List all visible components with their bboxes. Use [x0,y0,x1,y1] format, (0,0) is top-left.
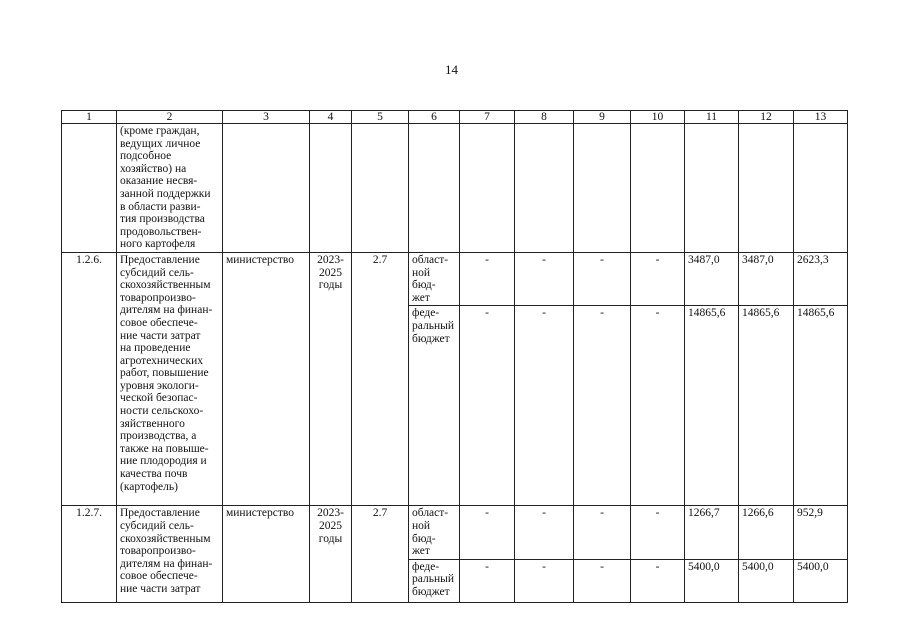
value-cell: - [631,559,685,602]
value-cell: - [574,506,631,559]
indicator-code: 2.7 [352,252,409,505]
value-cell: - [460,306,515,506]
column-header: 6 [409,111,460,124]
value-cell: 14865,6 [739,306,794,506]
column-header: 4 [310,111,352,124]
row-number: 1.2.7. [62,506,117,602]
column-header: 2 [117,111,223,124]
value-cell: - [515,506,574,559]
measures-table [61,110,848,603]
indicator-code: 2.7 [352,506,409,602]
value-cell: 5400,0 [794,559,848,602]
value-cell: - [515,252,574,305]
value-cell: - [574,559,631,602]
value-cell: 2623,3 [794,252,848,305]
funding-source: област- ной бюд- жет [409,252,460,305]
executor: министерство [223,252,310,505]
table-row-1-2-7 [62,506,848,559]
funding-source: феде- ральный бюджет [409,306,460,506]
value-cell: - [460,559,515,602]
value-cell: 1266,7 [685,506,739,559]
value-cell: - [574,306,631,506]
value-cell: - [631,306,685,506]
page-number: 14 [445,62,458,77]
value-cell: - [574,252,631,305]
funding-source: феде- ральный бюджет [409,559,460,602]
column-header: 9 [574,111,631,124]
column-header: 3 [223,111,310,124]
funding-source: област- ной бюд- жет [409,506,460,559]
value-cell: - [460,252,515,305]
value-cell: - [515,306,574,506]
value-cell: 14865,6 [685,306,739,506]
value-cell: - [460,506,515,559]
executor: министерство [223,506,310,602]
value-cell: 1266,6 [739,506,794,559]
continuation-text: (кроме граждан, ведущих личное подсобное хозяйство) на оказание несвя- занной поддержки в области разви- тия производства продовольствен- ного картофеля [117,124,223,253]
column-header: 13 [794,111,848,124]
row-number: 1.2.6. [62,252,117,505]
value-cell: - [631,506,685,559]
column-header: 7 [460,111,515,124]
value-cell: - [515,559,574,602]
column-header: 12 [739,111,794,124]
value-cell: 3487,0 [739,252,794,305]
continuation-row [62,124,848,253]
column-header: 5 [352,111,409,124]
column-header: 11 [685,111,739,124]
value-cell: - [631,252,685,305]
table-row-1-2-6 [62,252,848,305]
measure-name: Предоставление субсидий сель- скохозяйственным товаропроизво- дителям на финан- совое обеспече- ние части затрат [117,506,223,602]
period: 2023- 2025 годы [310,506,352,602]
column-header: 8 [515,111,574,124]
value-cell: 952,9 [794,506,848,559]
value-cell: 5400,0 [739,559,794,602]
column-header: 1 [62,111,117,124]
value-cell: 3487,0 [685,252,739,305]
measure-name: Предоставление субсидий сель- скохозяйственным товаропроизво- дителям на финан- совое обеспече- ние части затрат на проведение агротехнических работ, повышение уровня экологи- ческой безопас- ности сельскохо- зяйственного производства, а также на повыше- ние плодородия и качества почв (картофель) [117,252,223,505]
header-row [62,111,848,124]
value-cell: 14865,6 [794,306,848,506]
column-header: 10 [631,111,685,124]
period: 2023- 2025 годы [310,252,352,505]
value-cell: 5400,0 [685,559,739,602]
